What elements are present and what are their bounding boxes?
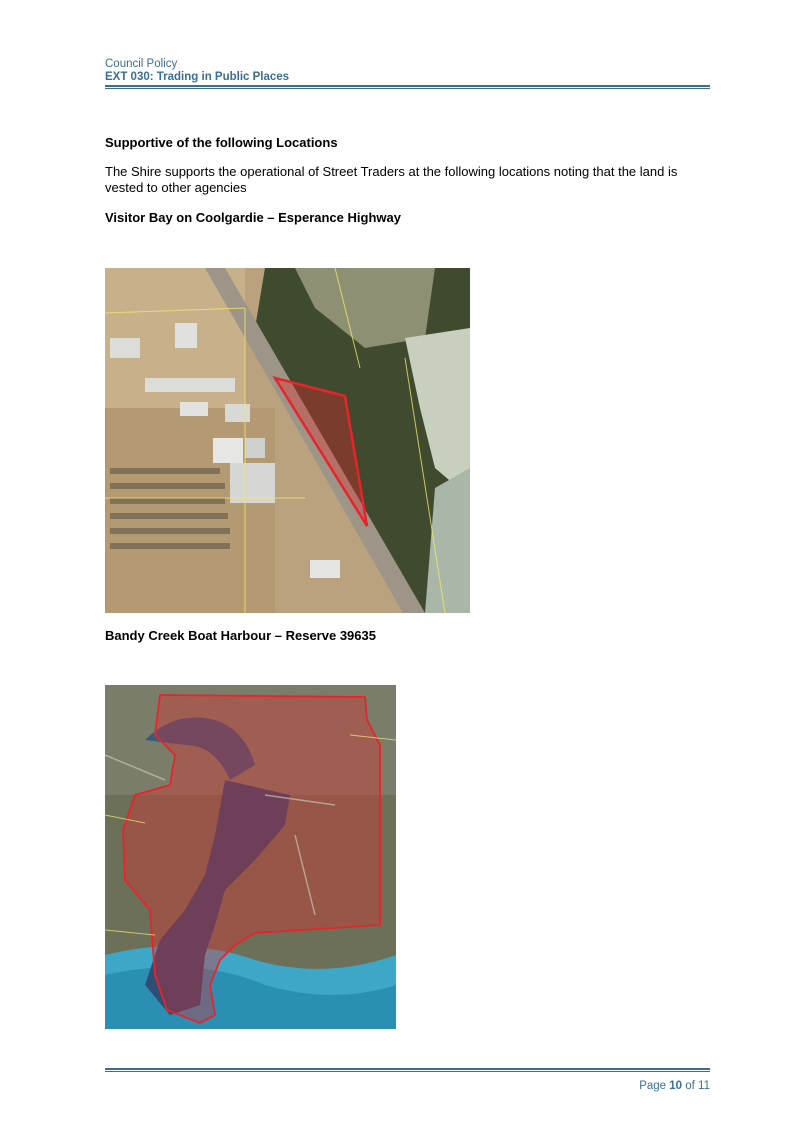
header-policy-title: EXT 030: Trading in Public Places	[105, 71, 290, 83]
section-heading: Supportive of the following Locations	[105, 135, 338, 150]
page-prefix: Page	[639, 1080, 670, 1092]
page-footer	[639, 1080, 710, 1092]
section-body: The Shire supports the operational of Street Traders at the following locations noting that the land is vested to other agencies	[105, 164, 678, 195]
page-total: 11	[698, 1080, 710, 1092]
location-title-visitor-bay: Visitor Bay on Coolgardie – Esperance Highway	[105, 210, 401, 225]
location-title-bandy-creek: Bandy Creek Boat Harbour – Reserve 39635	[105, 628, 376, 643]
aerial-map-bandy-creek	[105, 685, 396, 1029]
header-rule	[105, 85, 710, 89]
page-mid: of	[682, 1080, 699, 1092]
footer-rule	[105, 1068, 710, 1072]
header-policy-label: Council Policy	[105, 58, 178, 70]
aerial-map-visitor-bay	[105, 268, 470, 613]
document-header	[105, 58, 710, 84]
page-number: 10	[669, 1080, 683, 1092]
